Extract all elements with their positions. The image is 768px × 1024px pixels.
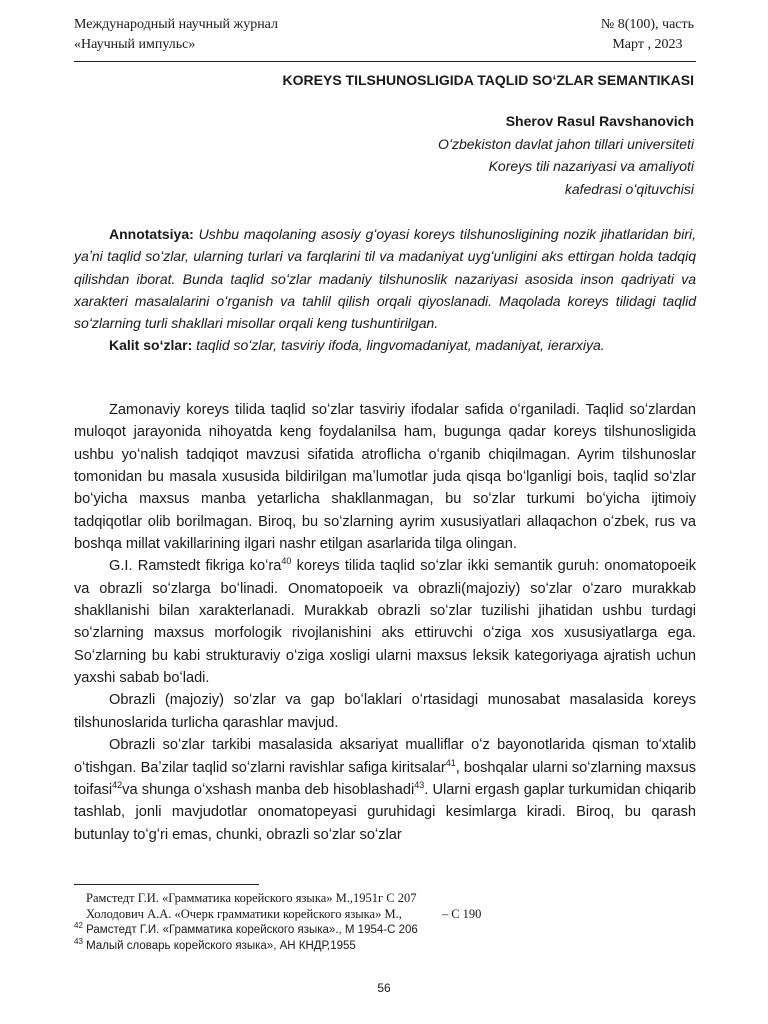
article-title: KOREYS TILSHUNOSLIGIDA TAQLID SOʻZLAR SEMANTIKASI — [282, 72, 694, 88]
footnote-42-number: 42 — [74, 921, 83, 931]
journal-name-line2: «Научный импульс» — [74, 37, 196, 52]
author-name: Sherov Rasul Ravshanovich — [505, 113, 694, 129]
header-rule — [74, 61, 696, 62]
author-affiliation-3: kafedrasi oʻqituvchisi — [564, 180, 694, 197]
abstract-label: Annotatsiya: — [109, 226, 194, 242]
body-paragraph-4 — [74, 734, 696, 846]
journal-name — [74, 15, 278, 55]
body-paragraph-2 — [74, 555, 696, 689]
footnote-ref-43[interactable]: 43 — [414, 779, 425, 790]
p2-text-a: G.I. Ramstedt fikriga koʻra — [109, 558, 282, 575]
footnote-ref-42[interactable]: 42 — [112, 779, 123, 790]
body-paragraph-1: Zamonaviy koreys tilida taqlid soʻzlar tasviriy ifodalar safida oʻrganiladi. Taqlid soʻzlardan muloqot jarayonida nihoyatda keng foydalanilsa ham, bugunga qadar koreys tilshunosligida ushbu yoʻnalish tadqiqot mavzusi sifatida atroflicha oʻrganib chiqilmagan. Ayrim tilshunoslar tomonidan bu masala xususida bildirilgan maʼlumotlar juda qisqa boʻlganligi bois, taqlid soʻzlar boʻyicha maxsus manba yetarlicha shakllanmagan, bu soʻzlar turkumi boʻyicha ijtimoiy tadqiqotlar olib borilmagan. Biroq, bu soʻzlarning ayrim xususiyatlari allaqachon oʻzbek, rus va boshqa millat vakillarining ilgari nashr etilgan asarlarida tilga olingan. — [74, 402, 696, 553]
footnote-43-number: 43 — [74, 937, 83, 947]
footnote-42 — [74, 922, 696, 938]
author-block — [438, 110, 694, 200]
p4-text-a: Obrazli soʻzlar tarkibi masalasida aksariyat mualliflar oʻz bayonotlarida qisman toʻxtalib oʻtishgan. Baʼzilar taqlid soʻzlarni ravishlar safiga kiritsalar — [74, 737, 696, 776]
journal-name-line1: Международный научный журнал — [74, 17, 279, 32]
p4-text-d: . Ularni ergash gaplar turkumidan chiqarib tashlab, jonli mavjudotlar onomatopeyasi guruhidagi kesimlarga kiradi. Biroq, bu qarash butunlay toʻgʻri emas, chunki, obrazli soʻzlar soʻzlar — [74, 781, 696, 843]
footnote-40: Рамстедт Г.И. «Грамматика корейского языка» М.,1951г С 207 — [86, 891, 417, 905]
keywords-text: taqlid soʻzlar, tasviriy ifoda, lingvomadaniyat, madaniyat, ierarxiya. — [192, 337, 605, 354]
author-affiliation-2: Koreys tili nazariyasi va amaliyoti — [488, 158, 694, 174]
page-number: 56 — [377, 981, 391, 995]
keywords-label: Kalit soʻzlar: — [109, 337, 193, 354]
footnote-43 — [74, 938, 696, 954]
author-affiliation-1: Oʻzbekiston davlat jahon tillari universiteti — [437, 135, 694, 152]
abstract-text: Ushbu maqolaning asosiy gʻoyasi koreys tilshunosligining nozik jihatlaridan biri, yaʼni taqlid soʻzlar, ularning turlari va farqlarini til va madaniyat uygʻunligini aks ettirgan holda tadqiq qilishdan iborat. Bunda taqlid soʻzlar madaniy tilshunoslik nazariyasi asosida inson qadriyati va xarakteri masalalarini oʻrganish va tahlil qilish orqali qiyoslanadi. Maqolada koreys tilidagi taqlid soʻzlarning turli shakllari misollar orqali keng tushuntirilgan. — [74, 226, 696, 332]
abstract-paragraph — [74, 223, 696, 334]
footnote-43-text: Малый словарь корейского языка», АН КНДР,1955 — [82, 940, 356, 952]
keywords-paragraph — [74, 334, 696, 356]
p4-text-b: , boshqalar ularni soʻzlarning maxsus toifasi — [74, 759, 696, 798]
body-paragraph-3: Obrazli (majoziy) soʻzlar va gap boʻlaklari oʻrtasidagi munosabat masalasida koreys tilshunoslarida turlicha qarashlar mavjud. — [74, 692, 696, 731]
footnotes — [74, 890, 696, 954]
footnote-41-text: Холодович А.А. «Очерк грамматики корейского языка» М., — [86, 907, 402, 921]
abstract-section — [74, 223, 696, 357]
article-body — [74, 399, 696, 846]
footnote-42-text: Рамстедт Г.И. «Грамматика корейского языка»., М 1954-С 206 — [82, 924, 418, 936]
issue-number: № 8(100), часть — [600, 17, 694, 32]
footnote-ref-41[interactable]: 41 — [445, 757, 456, 768]
running-header — [74, 15, 694, 59]
p4-text-c: va shunga oʻxshash manba deb hisoblashadi — [122, 781, 415, 798]
footnote-rule — [74, 884, 259, 885]
p2-text-b: koreys tilida taqlid soʻzlar ikki semantik guruh: onomatopoeik va obrazli soʻzlarga boʻlinadi. Onomatopoeik va obrazli(majoziy) soʻzlar oʻzaro murakkab shakllanishi bilan xarakterlanadi. Murakkab obrazli soʻzlar tuzilishi jihatidan ushbu turdagi soʻzlarning maxsus morfologik rivojlanishini aks ettiruvchi oʻziga xos xususiyatlarga ega. Soʻzlarning bu kabi strukturaviy oʻziga xosligi ularni maxsus leksik kategoriyaga ajratish uchun yaxshi sabab boʻladi. — [74, 558, 696, 687]
footnote-41 — [74, 906, 696, 922]
issue-date: Март , 2023 — [612, 37, 683, 52]
footnote-ref-40[interactable]: 40 — [281, 556, 292, 567]
footnote-41-page: – С 190 — [441, 907, 482, 921]
issue-info — [601, 15, 694, 55]
